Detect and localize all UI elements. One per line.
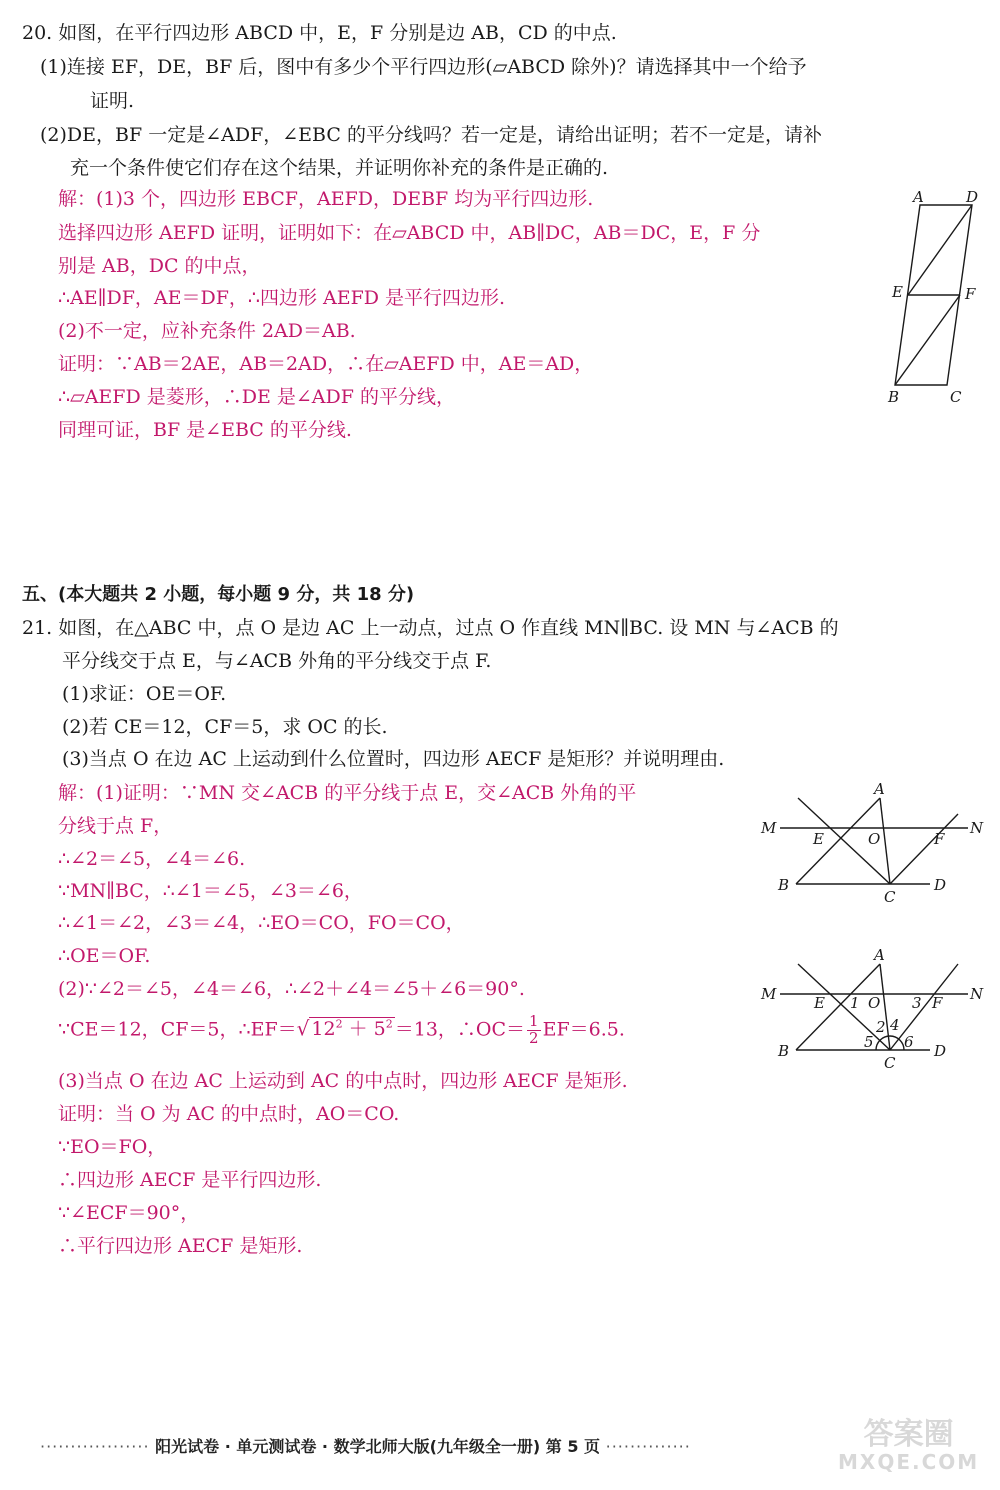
q21-answer-line: (2)∵∠2＝∠5，∠4＝∠6，∴∠2＋∠4＝∠5＋∠6＝90°. [58,978,525,1000]
page-footer [40,1434,691,1457]
segment-ac [880,798,890,884]
label-m: M [761,985,777,1003]
label-c: C [884,1054,896,1072]
label-n: N [970,819,984,837]
label-angle-2: 2 [876,1018,886,1036]
label-d: D [966,188,979,206]
segment-bf [895,295,960,385]
bisector-cf [890,964,958,1050]
q21-answer-line: 解：(1)证明：∵MN 交∠ACB 的平分线于点 E，交∠ACB 外角的平 [58,782,637,804]
q20-answer-line: 选择四边形 AEFD 证明，证明如下：在▱ABCD 中，AB∥DC，AB＝DC，E，F 分 [58,222,761,244]
q21-answer-line: 证明：当 O 为 AC 的中点时，AO＝CO. [58,1103,400,1125]
label-e: E [813,830,824,848]
triangle-figure-1 [758,778,988,908]
label-d: D [934,876,947,894]
label-angle-5: 5 [864,1033,874,1051]
bisector-cf [890,814,958,884]
q21-answer-line: ∵∠ECF＝90°， [58,1202,200,1224]
label-a: A [913,188,924,206]
label-b: B [778,1042,790,1060]
label-a: A [874,780,885,798]
label-a: A [874,946,885,964]
label-m: M [761,819,777,837]
q20-answer-line: ∴▱AEFD 是菱形，∴DE 是∠ADF 的平分线， [58,386,455,408]
label-angle-6: 6 [904,1033,914,1051]
q20-answer-line: 同理可证，BF 是∠EBC 的平分线. [58,419,352,441]
footer-dots-left: ·················· [40,1437,150,1456]
q21-part2: (2)若 CE＝12，CF＝5，求 OC 的长. [62,716,388,738]
q20-part2-cont: 充一个条件使它们存在这个结果，并证明你补充的条件是正确的. [70,157,609,179]
q21-answer-line: ∵MN∥BC，∴∠1＝∠5，∠3＝∠6， [58,880,363,902]
fraction-one-half: $\frac{1}{2}$ [529,1012,539,1047]
q20-answer-line: ∴AE∥DF，AE＝DF，∴四边形 AEFD 是平行四边形. [58,287,506,309]
triangle-figure-2 [758,944,988,1074]
footer-text: 阳光试卷 · 单元测试卷 · 数学北师大版(九年级全一册) 第 5 页 [155,1437,601,1456]
label-c: C [950,388,962,406]
q20-stem: 20. 如图，在平行四边形 ABCD 中，E，F 分别是边 AB，CD 的中点. [22,22,617,44]
q21-answer-line: ∴∠2＝∠5，∠4＝∠6. [58,848,246,870]
label-n: N [970,985,984,1003]
q21-part3: (3)当点 O 在边 AC 上运动到什么位置时，四边形 AECF 是矩形？并说明理由. [62,748,725,770]
label-b: B [778,876,790,894]
label-angle-1: 1 [850,994,860,1012]
watermark-logo: 答案圈 MXQE.COM [838,1417,980,1474]
q21-answer-line: ∴平行四边形 AECF 是矩形. [58,1235,303,1257]
label-e: E [892,283,903,301]
q20-answer-line: 证明：∵AB＝2AE，AB＝2AD，∴在▱AEFD 中，AE＝AD， [58,353,594,375]
footer-dots-right: ·············· [605,1437,691,1456]
label-angle-4: 4 [890,1016,900,1034]
label-angle-3: 3 [912,994,922,1012]
label-d: D [934,1042,947,1060]
q20-answer-line: 解：(1)3 个，四边形 EBCF，AEFD，DEBF 均为平行四边形. [58,188,594,210]
q20-part1-cont: 证明. [90,90,135,112]
label-o: O [868,994,881,1012]
q21-stem: 21. 如图，在△ABC 中，点 O 是边 AC 上一动点，过点 O 作直线 MN∥BC. 设 MN 与∠ACB 的 [22,617,839,639]
label-f: F [934,830,945,848]
q21-answer-line: ∴OE＝OF. [58,945,151,967]
q20-answer-line: 别是 AB，DC 的中点， [58,255,261,277]
q21-answer-line: ∵EO＝FO， [58,1136,167,1158]
q21-answer-line: (3)当点 O 在边 AC 上运动到 AC 的中点时，四边形 AECF 是矩形. [58,1070,628,1092]
q20-part2: (2)DE，BF 一定是∠ADF，∠EBC 的平分线吗？若一定是，请给出证明；若不一定是，请补 [40,124,822,146]
section-heading: 五、(本大题共 2 小题，每小题 9 分，共 18 分) [22,584,415,605]
parallelogram-figure [880,185,990,410]
q20-part1: (1)连接 EF，DE，BF 后，图中有多少个平行四边形(▱ABCD 除外)？请选择其中一个给予 [40,56,807,78]
q20-answer-line: (2)不一定，应补充条件 2AD＝AB. [58,320,356,342]
label-c: C [884,888,896,906]
label-f: F [932,994,943,1012]
q21-stem-cont: 平分线交于点 E，与∠ACB 外角的平分线交于点 F. [62,650,492,672]
q21-part1: (1)求证：OE＝OF. [62,683,227,705]
q21-answer-line: ∴四边形 AECF 是平行四边形. [58,1169,322,1191]
q21-answer-equation: ∵CE＝12，CF＝5，∴EF＝√ $12^2 + 5^2 =13$，∴OC＝ $\frac{1}{2}$ EF＝6.5. [58,1012,625,1047]
label-f: F [965,285,976,303]
label-e: E [814,994,825,1012]
label-b: B [888,388,900,406]
label-o: O [868,830,881,848]
q21-answer-line: 分线于点 F， [58,815,173,837]
q21-answer-line: ∴∠1＝∠2，∠3＝∠4，∴EO＝CO，FO＝CO， [58,912,465,934]
